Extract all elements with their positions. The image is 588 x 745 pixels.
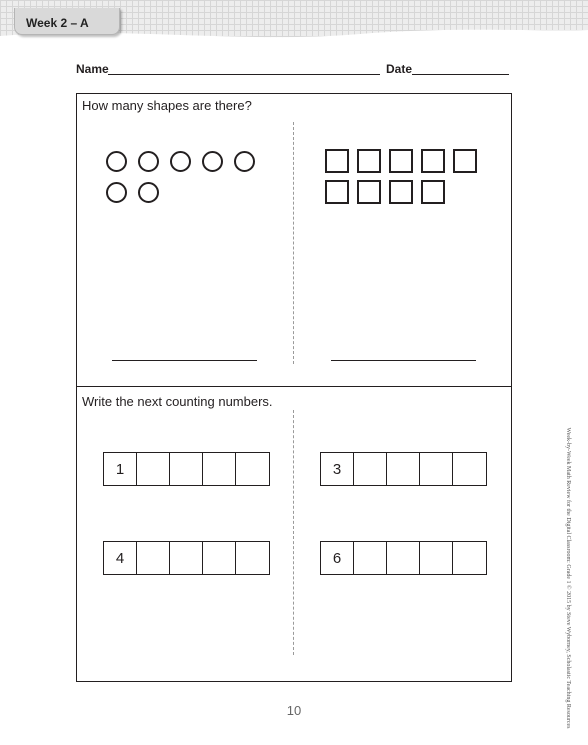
number-cell[interactable] bbox=[387, 453, 420, 485]
circle-shape bbox=[106, 151, 127, 172]
dashed-divider-bottom bbox=[293, 410, 294, 655]
question-shapes: How many shapes are there? bbox=[82, 98, 252, 113]
name-label: Name bbox=[76, 62, 109, 76]
date-field[interactable] bbox=[412, 74, 509, 75]
number-cell[interactable] bbox=[203, 542, 236, 574]
number-cell[interactable] bbox=[170, 453, 203, 485]
number-row bbox=[103, 541, 270, 575]
circle-shape bbox=[138, 151, 159, 172]
square-shape bbox=[325, 180, 349, 204]
copyright-notice: Week-by-Week Math Review for the Digital Classroom: Grade 1 © 2015 by Steve Wyborney, Scholastic Teaching Resources bbox=[565, 427, 571, 729]
number-cell[interactable] bbox=[236, 542, 269, 574]
number-cell[interactable] bbox=[354, 542, 387, 574]
square-shape bbox=[325, 149, 349, 173]
square-shape bbox=[389, 149, 413, 173]
number-cell: 3 bbox=[321, 453, 354, 485]
circle-shape bbox=[234, 151, 255, 172]
number-row bbox=[103, 452, 270, 486]
square-shape bbox=[357, 180, 381, 204]
number-cell[interactable] bbox=[354, 453, 387, 485]
square-shape bbox=[421, 149, 445, 173]
number-cell: 4 bbox=[104, 542, 137, 574]
worksheet-frame bbox=[76, 93, 512, 682]
number-cell[interactable] bbox=[420, 542, 453, 574]
number-cell[interactable] bbox=[137, 453, 170, 485]
dashed-divider-top bbox=[293, 122, 294, 364]
number-cell: 1 bbox=[104, 453, 137, 485]
week-label: Week 2 – A bbox=[26, 16, 89, 30]
number-cell[interactable] bbox=[387, 542, 420, 574]
square-shape bbox=[389, 180, 413, 204]
number-cell[interactable] bbox=[137, 542, 170, 574]
number-cell: 6 bbox=[321, 542, 354, 574]
name-field[interactable] bbox=[108, 74, 380, 75]
circle-shape bbox=[138, 182, 159, 203]
square-shape bbox=[357, 149, 381, 173]
number-cell[interactable] bbox=[236, 453, 269, 485]
number-cell[interactable] bbox=[453, 453, 486, 485]
square-shape bbox=[421, 180, 445, 204]
answer-line-circles[interactable] bbox=[112, 360, 257, 361]
number-row bbox=[320, 452, 487, 486]
section-divider bbox=[76, 386, 512, 387]
circle-shape bbox=[106, 182, 127, 203]
question-counting: Write the next counting numbers. bbox=[82, 394, 273, 409]
number-cell[interactable] bbox=[453, 542, 486, 574]
number-cell[interactable] bbox=[420, 453, 453, 485]
number-cell[interactable] bbox=[203, 453, 236, 485]
circle-shape bbox=[202, 151, 223, 172]
square-shape bbox=[453, 149, 477, 173]
number-cell[interactable] bbox=[170, 542, 203, 574]
circle-shape bbox=[170, 151, 191, 172]
date-label: Date bbox=[386, 62, 413, 76]
answer-line-squares[interactable] bbox=[331, 360, 476, 361]
page-number: 10 bbox=[286, 703, 302, 718]
number-row bbox=[320, 541, 487, 575]
